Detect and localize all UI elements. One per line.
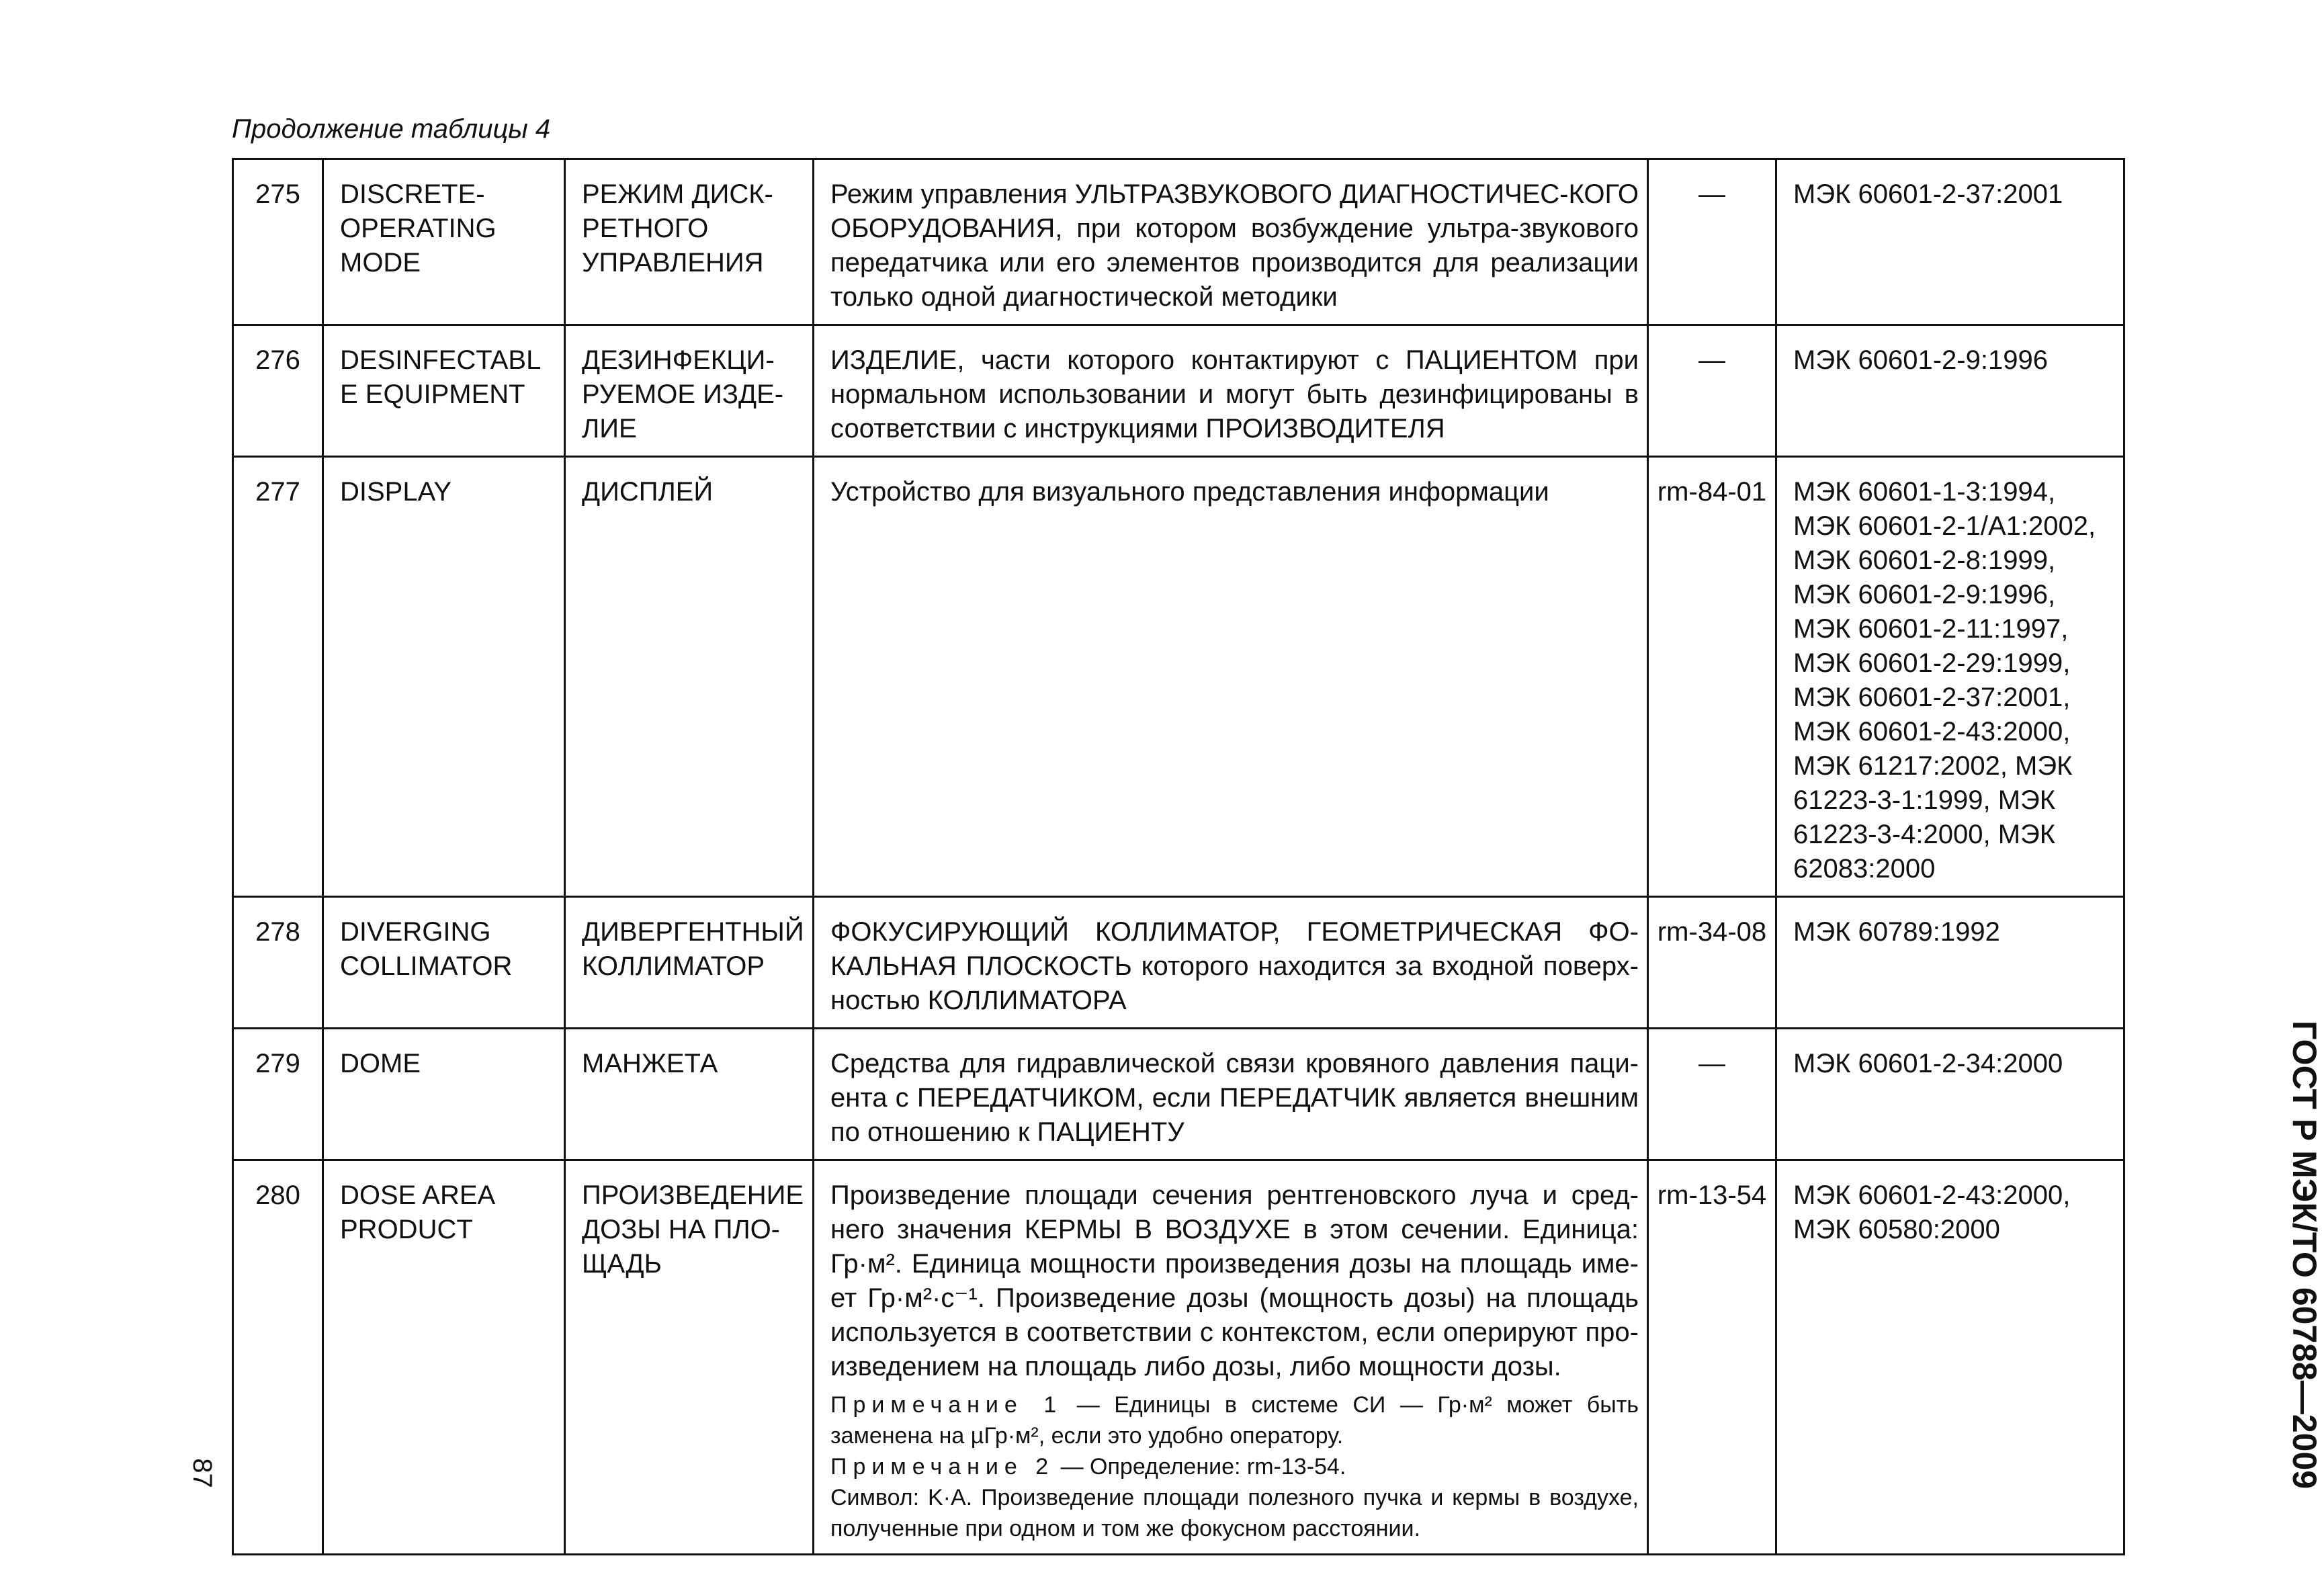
- table-row: [233, 457, 2124, 897]
- source-standard: МЭК 60601-2-9:1996: [1776, 325, 2124, 457]
- table-row: [233, 325, 2124, 457]
- term-number: 278: [233, 897, 323, 1029]
- source-standard: МЭК 60601-1-3:1994, МЭК 60601-2-1/A1:2002, МЭК 60601-2-8:1999, МЭК 60601-2-9:1996, МЭК 60601-2-11:1997, МЭК 60601-2-29:1999, МЭК 60601-2-37:2001, МЭК 60601-2-43:2000, МЭК 61217:2002, МЭК 61223-3-1:1999, МЭК 61223-3-4:2000, МЭК 62083:2000: [1776, 457, 2124, 897]
- table-row: [233, 159, 2124, 325]
- source-standard: МЭК 60601-2-37:2001: [1776, 159, 2124, 325]
- table-row: [233, 897, 2124, 1029]
- cross-reference: rm-84-01: [1648, 457, 1776, 897]
- term-number: 275: [233, 159, 323, 325]
- term-definition: ИЗДЕЛИЕ, части которого контактируют с ПАЦИЕНТОМ при нормальном использовании и могут быть дезинфицированы в соответствии с инструкциями ПРОИЗВОДИТЕЛЯ: [814, 325, 1648, 457]
- note-1: [830, 1389, 1639, 1451]
- russian-term: ПРОИЗВЕДЕНИЕ ДОЗЫ НА ПЛО-ЩАДЬ: [565, 1160, 814, 1555]
- cross-reference: —: [1648, 325, 1776, 457]
- term-number: 280: [233, 1160, 323, 1555]
- terms-table: [232, 158, 2125, 1555]
- english-term: DOME: [323, 1029, 565, 1160]
- english-term: DOSE AREA PRODUCT: [323, 1160, 565, 1555]
- note-1-label: Примечание 1: [830, 1392, 1063, 1418]
- term-definition-cell: [814, 1160, 1648, 1555]
- source-standard: МЭК 60601-2-34:2000: [1776, 1029, 2124, 1160]
- term-definition: Режим управления УЛЬТРАЗВУКОВОГО ДИАГНОСТИЧЕС-КОГО ОБОРУДОВАНИЯ, при котором возбуждение ультра-звукового передатчика или его элементов производится для реализации только одной диагностической методики: [814, 159, 1648, 325]
- cross-reference: rm-34-08: [1648, 897, 1776, 1029]
- table-caption: Продолжение таблицы 4: [232, 114, 551, 144]
- source-standard: МЭК 60601-2-43:2000, МЭК 60580:2000: [1776, 1160, 2124, 1555]
- russian-term: МАНЖЕТА: [565, 1029, 814, 1160]
- english-term: DISCRETE-OPERATING MODE: [323, 159, 565, 325]
- russian-term: ДИВЕРГЕНТНЫЙ КОЛЛИМАТОР: [565, 897, 814, 1029]
- russian-term: ДЕЗИНФЕКЦИ-РУЕМОЕ ИЗДЕ-ЛИЕ: [565, 325, 814, 457]
- note-1-text: — Единицы в системе СИ — Гр·м² может быть заменена на µГр·м², если это удобно оператору.: [830, 1392, 1639, 1449]
- cross-reference: rm-13-54: [1648, 1160, 1776, 1555]
- term-number: 277: [233, 457, 323, 897]
- english-term: DESINFECTABLE EQUIPMENT: [323, 325, 565, 457]
- russian-term: РЕЖИМ ДИСК-РЕТНОГО УПРАВЛЕНИЯ: [565, 159, 814, 325]
- term-definition: Произведение площади сечения рентгеновского луча и сред-него значения КЕРМЫ В ВОЗДУХЕ в этом сечении. Единица: Гр·м². Единица мощности произведения дозы на площадь име-ет Гр·м²·с⁻¹. Произведение дозы (мощность дозы) на площадь используется в соответствии с контекстом, если оперируют про-изведением на площадь либо дозы, либо мощности дозы.: [830, 1181, 1639, 1381]
- note-2-label: Примечание 2: [830, 1454, 1055, 1479]
- symbol-note: Символ: K·A. Произведение площади полезного пучка и кермы в воздухе, полученные при одном и том же фокусном расстоянии.: [830, 1485, 1639, 1541]
- term-definition: ФОКУСИРУЮЩИЙ КОЛЛИМАТОР, ГЕОМЕТРИЧЕСКАЯ ФО-КАЛЬНАЯ ПЛОСКОСТЬ которого находится за входной поверх-ностью КОЛЛИМАТОРА: [814, 897, 1648, 1029]
- page-number: 87: [187, 1458, 217, 1488]
- term-definition: Устройство для визуального представления информации: [814, 457, 1648, 897]
- table-row: [233, 1029, 2124, 1160]
- russian-term: ДИСПЛЕЙ: [565, 457, 814, 897]
- term-number: 276: [233, 325, 323, 457]
- cross-reference: —: [1648, 159, 1776, 325]
- english-term: DIVERGING COLLIMATOR: [323, 897, 565, 1029]
- english-term: DISPLAY: [323, 457, 565, 897]
- term-number: 279: [233, 1029, 323, 1160]
- standard-designation: ГОСТ Р МЭК/ТО 60788—2009: [2286, 1021, 2323, 1490]
- source-standard: МЭК 60789:1992: [1776, 897, 2124, 1029]
- term-definition: Средства для гидравлической связи кровяного давления паци-ента с ПЕРЕДАТЧИКОМ, если ПЕРЕДАТЧИК является внешним по отношению к ПАЦИЕНТУ: [814, 1029, 1648, 1160]
- table-row: [233, 1160, 2124, 1555]
- note-2-text: — Определение: rm-13-54.: [1054, 1454, 1346, 1479]
- cross-reference: —: [1648, 1029, 1776, 1160]
- note-2: [830, 1451, 1639, 1482]
